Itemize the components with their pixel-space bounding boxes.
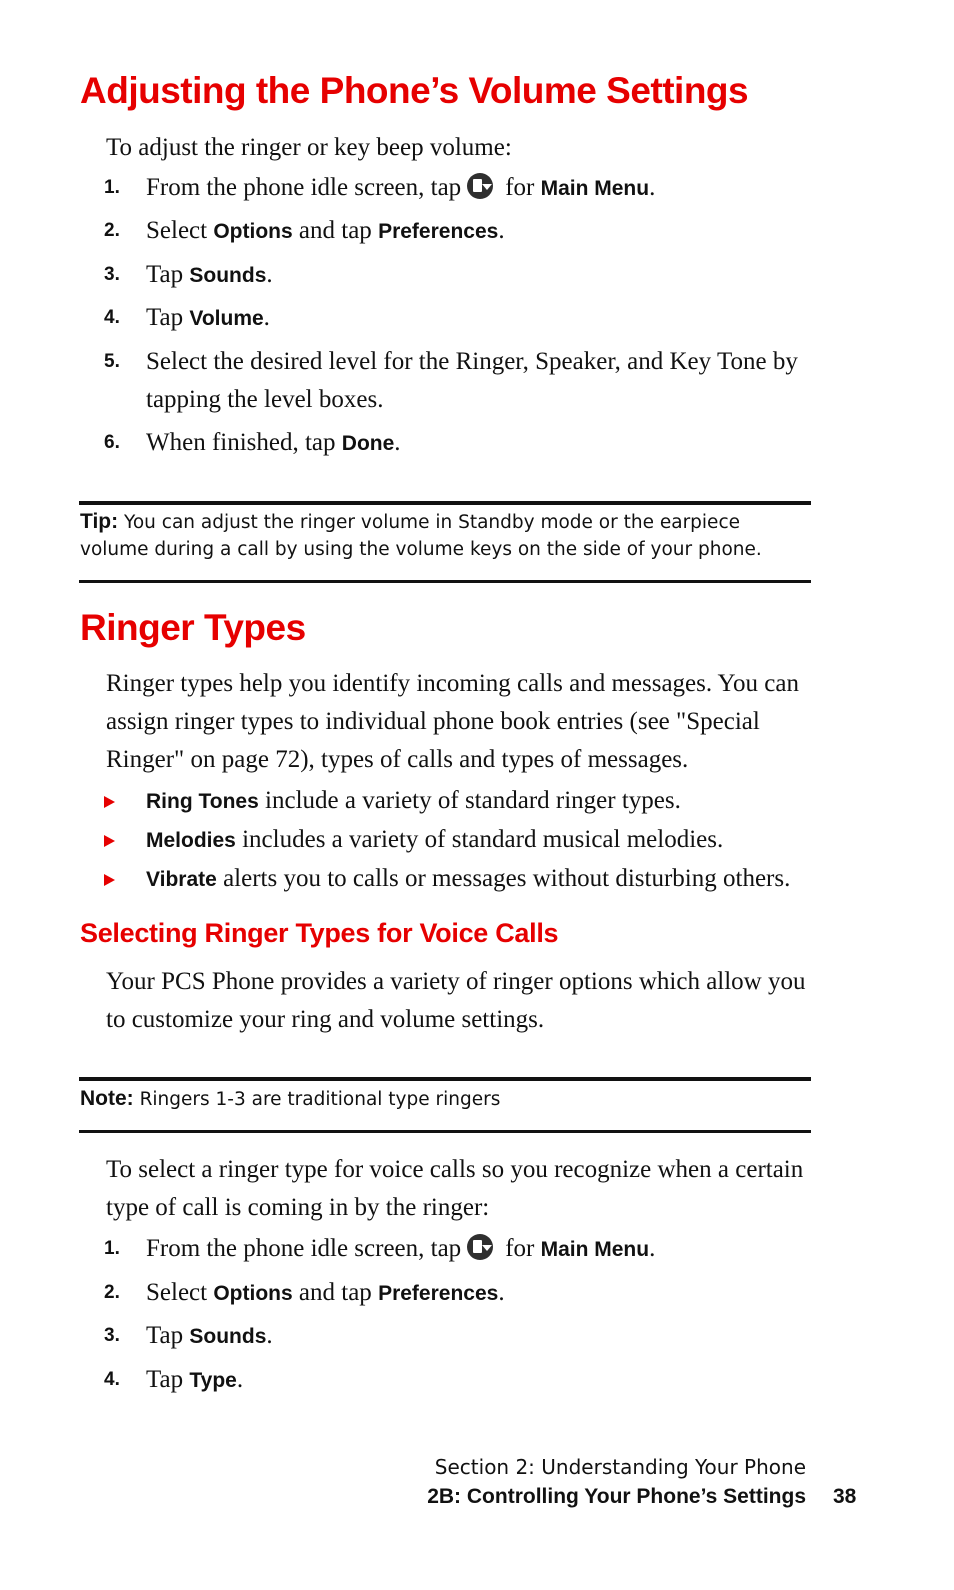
step-number: 3. — [104, 1325, 120, 1346]
step-punct: . — [394, 429, 401, 456]
step-text: When finished, tap — [146, 429, 336, 456]
bullet-text: alerts you to calls or messages without disturbing others. — [223, 865, 791, 892]
footer-chapter-label: 2B: Controlling Your Phone’s Settings — [427, 1485, 806, 1508]
bullet-text: include a variety of standard ringer types. — [265, 787, 681, 814]
bullet-key: Melodies — [146, 829, 236, 852]
step-punct: . — [498, 1279, 505, 1306]
main-menu-icon — [467, 1234, 493, 1260]
voice-select-intro: To select a ringer type for voice calls so you recognize when a certain type of call is coming in by the ringer: — [106, 1156, 804, 1221]
step-number: 4. — [104, 1369, 120, 1390]
tip-label: Tip: — [80, 510, 119, 533]
note-box — [80, 1085, 810, 1113]
tip-top-rule — [79, 501, 811, 505]
section-title-volume: Adjusting the Phone’s Volume Settings — [80, 70, 749, 111]
step-text: and tap — [298, 217, 372, 244]
voice-calls-intro: Your PCS Phone provides a variety of ringer options which allow you to customize your ring and volume settings. — [106, 968, 806, 1033]
footer-section-label: Section 2: Understanding Your Phone — [434, 1455, 806, 1479]
step-key: Main Menu — [540, 1238, 650, 1261]
subsection-title-voice-calls: Selecting Ringer Types for Voice Calls — [80, 918, 559, 948]
step-text: Tap — [146, 261, 184, 288]
step-text: Tap — [146, 1366, 184, 1393]
step-number: 5. — [104, 351, 120, 372]
main-menu-icon — [467, 173, 493, 199]
step-number: 6. — [104, 432, 120, 453]
tip-bottom-rule — [79, 580, 811, 583]
bullet-text: includes a variety of standard musical melodies. — [242, 826, 724, 853]
note-bottom-rule — [79, 1130, 811, 1133]
tip-box — [80, 508, 810, 563]
step-text: for — [505, 1235, 535, 1262]
step-text: for — [505, 174, 535, 201]
step-text: Select — [146, 1279, 208, 1306]
step-key: Options — [213, 1282, 293, 1305]
step-number: 3. — [104, 264, 120, 285]
step-key: Volume — [189, 307, 264, 330]
step-text: From the phone idle screen, tap — [146, 174, 462, 201]
section-title-ringer-types: Ringer Types — [80, 607, 306, 648]
step-text: Select the desired level for the Ringer, Speaker, and Key Tone by tapping the level boxes. — [146, 348, 798, 413]
step-punct: . — [649, 1235, 656, 1262]
page-number: 38 — [833, 1485, 857, 1508]
step-text: Select — [146, 217, 208, 244]
step-number: 2. — [104, 220, 120, 241]
step-key: Type — [189, 1369, 237, 1392]
step-punct: . — [266, 1322, 273, 1349]
note-text: Ringers 1-3 are traditional type ringers — [139, 1089, 501, 1110]
step-number: 1. — [104, 1238, 120, 1259]
bullet-key: Ring Tones — [146, 790, 259, 813]
step-key: Sounds — [189, 1325, 267, 1348]
step-key: Main Menu — [540, 177, 650, 200]
bullet-arrow-icon — [104, 796, 115, 808]
step-text: and tap — [298, 1279, 372, 1306]
step-punct: . — [498, 217, 505, 244]
step-text: From the phone idle screen, tap — [146, 1235, 462, 1262]
step-text: Tap — [146, 304, 184, 331]
step-number: 2. — [104, 1282, 120, 1303]
step-number: 4. — [104, 307, 120, 328]
step-punct: . — [263, 304, 270, 331]
step-key: Sounds — [189, 264, 267, 287]
bullet-arrow-icon — [104, 874, 115, 886]
bullet-key: Vibrate — [146, 868, 217, 891]
volume-intro: To adjust the ringer or key beep volume: — [106, 134, 512, 161]
step-key: Preferences — [378, 1282, 499, 1305]
ringer-types-intro: Ringer types help you identify incoming calls and messages. You can assign ringer types to individual phone book entries (see "Special Ringer" on page 72), types of calls and types of messages. — [106, 670, 799, 773]
step-punct: . — [649, 174, 656, 201]
tip-text: You can adjust the ringer volume in Standby mode or the earpiece volume during a call by using the volume keys on the side of your phone. — [80, 512, 762, 560]
step-punct: . — [266, 261, 273, 288]
step-number: 1. — [104, 177, 120, 198]
bullet-arrow-icon — [104, 835, 115, 847]
note-top-rule — [79, 1077, 811, 1081]
step-key: Options — [213, 220, 293, 243]
step-punct: . — [236, 1366, 244, 1393]
step-text: Tap — [146, 1322, 184, 1349]
step-key: Done — [341, 432, 395, 455]
step-key: Preferences — [378, 220, 499, 243]
note-label: Note: — [80, 1087, 134, 1110]
